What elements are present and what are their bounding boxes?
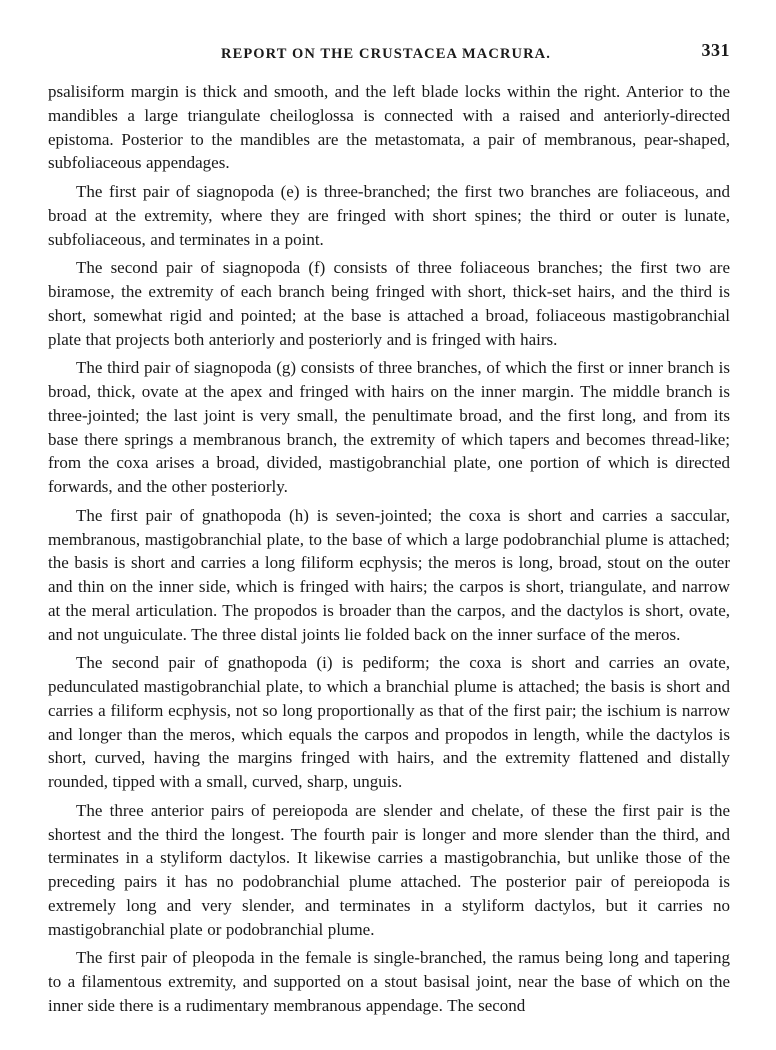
- paragraph-second-gnathopoda: The second pair of gnathopoda (i) is pediform; the coxa is short and carries an ovate, pedunculated mastigobranchial plate, to which a branchial plume is attached; the basis is short and carries a filiform ecphysis, not so long proportionally as that of the first pair; the ischium is narrow and longer than the meros, which equals the carpos and propodos in length, while the dactylos is short, curved, having the margins fringed with hairs, and the extremity flattened and distally rounded, tipped with a small, curved, sharp, unguis.: [48, 653, 730, 791]
- book-page: [48, 40, 730, 1023]
- paragraph-pereiopoda: The three anterior pairs of pereiopoda are slender and chelate, of these the first pair is the shortest and the third the longest. The fourth pair is longer and more slender than the third, and terminates in a styliform dactylos. It likewise carries a mastigobranchia, but unlike those of the preceding pairs it has no podobranchial plume attached. The posterior pair of pereiopoda is extremely long and very slender, and terminates in a styliform dactylos, but it carries no mastigobranchial plate or podobranchial plume.: [48, 800, 730, 939]
- body-text: [48, 80, 730, 1018]
- paragraph-second-siagnopoda: The second pair of siagnopoda (f) consists of three foliaceous branches; the first two are biramose, the extremity of each branch being fringed with short, thick-set hairs, and the third is short, somewhat rigid and pointed; at the base is attached a broad, foliaceous mastigobranchial plate that projects both anteriorly and posteriorly and is fringed with hairs.: [48, 258, 730, 349]
- paragraph-third-siagnopoda: The third pair of siagnopoda (g) consists of three branches, of which the first or inner branch is broad, thick, ovate at the apex and fringed with hairs on the inner margin. The middle branch is three-jointed; the last joint is very small, the penultimate broad, and the first long, and from its base there springs a membranous branch, the extremity of which tapers and becomes thread-like; from the coxa arises a broad, divided, mastigobranchial plate, one portion of which is directed forwards, and the other posteriorly.: [48, 358, 730, 496]
- paragraph-first-gnathopoda: The first pair of gnathopoda (h) is seven-jointed; the coxa is short and carries a saccular, membranous, mastigobranchial plate, to the base of which a large podobranchial plume is attached; the basis is short and carries a long filiform ecphysis; the meros is long, broad, stout on the outer and thin on the inner side, which is fringed with hairs; the carpos is short, triangulate, and narrow at the meral articulation. The propodos is broader than the carpos, and the dactylos is short, ovate, and not unguiculate. The three distal joints lie folded back on the inner surface of the meros.: [48, 505, 730, 644]
- paragraph-continued: psalisiform margin is thick and smooth, and the left blade locks within the right. Anterior to the mandibles a large triangulate cheiloglossa is connected with a raised and anteriorly-directed epistoma. Posterior to the mandibles are the metastomata, a pair of membranous, pear-shaped, subfoliaceous appendages.: [48, 82, 730, 173]
- paragraph-pleopoda: The first pair of pleopoda in the female is single-branched, the ramus being long and tapering to a filamentous extremity, and supported on a stout basisal joint, near the base of which on the inner side there is a rudimentary membranous appendage. The second: [48, 948, 730, 1015]
- page-number: 331: [701, 40, 730, 60]
- paragraph-first-siagnopoda: The first pair of siagnopoda (e) is three-branched; the first two branches are foliaceous, and broad at the extremity, where they are fringed with short spines; the third or outer is lunate, subfoliaceous, and terminates in a point.: [48, 182, 730, 249]
- running-head: [48, 40, 730, 70]
- running-title: REPORT ON THE CRUSTACEA MACRURA.: [221, 46, 551, 62]
